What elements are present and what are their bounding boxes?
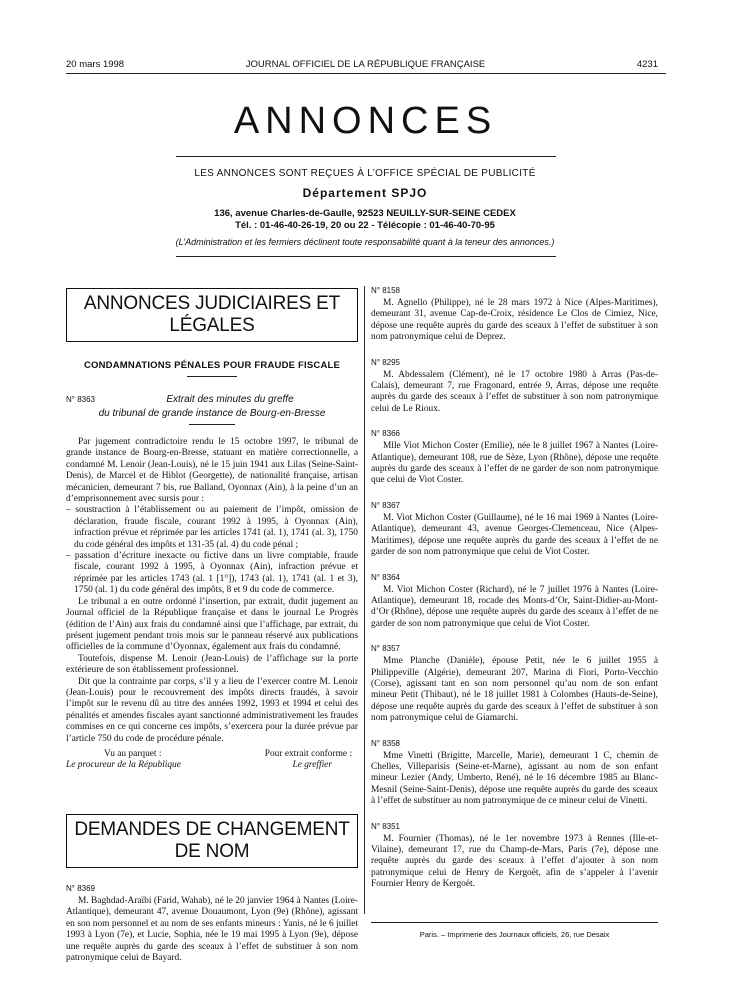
printer-imprint: Paris. – Imprimerie des Journaux officiels, 26, rue Desaix (419, 930, 610, 939)
phone-line: Tél. : 01-46-40-26-19, 20 ou 22 - Télécopie : 01-46-40-70-95 (235, 220, 495, 231)
footer-rule (371, 922, 658, 923)
announcement-number: N° 8295 (371, 357, 400, 367)
address-line: 136, avenue Charles-de-Gaulle, 92523 NEUILLY-SUR-SEINE CEDEX (214, 208, 516, 219)
extract-heading (66, 393, 358, 407)
announcement-text: Mlle Viot Michon Coster (Emilie), née le 8 juillet 1967 à Nantes (Loire-Atlantique), demeurant 108, rue de Sèze, Lyon (Rhône), dépose une requête auprès du garde des sceaux à l’effet de ne garder de son nom patronymique que celui de Viot Coster. (371, 441, 658, 486)
announcement-number: N° 8363 (66, 395, 95, 404)
extract-title-line1: Extrait des minutes du greffe (166, 394, 294, 405)
announcement-entry (371, 644, 658, 724)
masthead-rule-top (176, 156, 556, 157)
announcement-text: M. Viot Michon Coster (Richard), né le 7 juillet 1976 à Nantes (Loire-Atlantique), demeurant 18, rocade des Monts-d’Or, Saint-Didier-au-Mont-d’Or (Rhône), dépose une requête auprès du garde des sceaux à l’effet de ne garder de son nom patronymique que celui de Viot Coster. (371, 584, 658, 629)
judicial-column (66, 288, 358, 772)
announcement-text: Mme Planche (Danièle), épouse Petit, née le 6 juillet 1955 à Philippeville (Algérie), demeurant 207, Marina di Fiori, Porto-Vecchio (Corse), agissant tant en son nom personnel qu’au nom de son enfant mineur Petit (Thibaut), né le 18 juillet 1981 à Colombes (Hauts-de-Seine), dépose une requête auprès du garde des sceaux à l’effet de substituer à son nom patronymique celui de Giamarchi. (371, 656, 658, 724)
judgment-paragraph: Par jugement contradictoire rendu le 15 octobre 1997, le tribunal de grande instance de Bourg-en-Bresse, statuant en matière correctionnelle, a condamné M. Lenoir (Jean-Louis), né le 15 juin 1941 aux Lilas (Seine-Saint-Denis), de Marcel et de Hiblot (Georgette), de nationalité française, artisan mécanicien, demeurant 7 bis, rue Balland, Oyonnax (Ain), à la peine d’un an d’emprisonnement avec sursis pour : (66, 437, 358, 505)
announcement-entry (371, 739, 658, 808)
announcement-text: M. Viot Michon Coster (Guillaume), né le 16 mai 1969 à Nantes (Loire-Atlantique), demeurant 43, avenue Georges-Clemenceau, Nice (Alpes-Maritimes), dépose une requête auprès du garde des sceaux à l’effet de ne garder de son nom patronymique que celui de Viot Coster. (371, 512, 658, 558)
header-journal-title: JOURNAL OFFICIEL DE LA RÉPUBLIQUE FRANÇAISE (245, 59, 486, 70)
department-line: Département SPJO (302, 186, 428, 200)
masthead-rule-bottom (176, 256, 556, 257)
extract-title-line2: du tribunal de grande instance de Bourg-en-Bresse (98, 408, 326, 419)
signature-row (66, 749, 358, 760)
signature-left-role: Le procureur de la République (66, 760, 181, 771)
column-divider (364, 286, 365, 914)
announcement-entry (371, 286, 658, 344)
announcement-entry (371, 573, 658, 631)
header-page-number: 4231 (636, 59, 658, 70)
announcement-entry (371, 358, 658, 416)
signature-role-row (66, 760, 358, 771)
announcement-number: N° 8366 (371, 429, 400, 439)
name-change-list (371, 286, 658, 901)
announcement-number: N° 8358 (371, 738, 400, 748)
announcement-text: M. Baghdad-Araïbi (Farid, Wahab), né le 20 janvier 1964 à Nantes (Loire-Atlantique), demeurant 47, avenue Douaumont, Lyon (9e) (Rhône), agissant en son nom personnel et au nom de ses enfants mineurs : Yanis, né le 6 juillet 1993 à Lyon (7e), et Lucie, Sophia, née le 19 mai 1995 à Lyon (9e), dépose une requête auprès du garde des sceaux à l’effet de substituer à son nom patronymique celui de Bayard. (66, 896, 358, 964)
constraint-paragraph: Dit que la contrainte par corps, s’il y a lieu de l’exercer contre M. Lenoir (Jean-Louis) pour le recouvrement des impôts directs fraudés, à savoir l’impôt sur le revenu dû au titre des années 1992, 1993 et 1994 et celui des pénalités et amendes fiscales ayant sanctionné administrativement les fraudes commises en ce qui concerne ces impôts, s’exercera pour la durée prévue par l’article 750 du code de procédure pénale. (66, 676, 358, 744)
announcement-entry (371, 822, 658, 891)
signature-right-label: Pour extrait conforme : (264, 748, 352, 759)
announcement-number: N° 8158 (371, 286, 400, 295)
publication-paragraph: Le tribunal a en outre ordonné l’insertion, par extrait, dudit jugement au Journal officiel de la République française et dans le journal Le Progrès (édition de l’Ain) aux frais du condamné ainsi que l’affichage, par extrait, du présent jugement pendant trois mois sur le panneau réservé aux publications officielles de la commune d’Oyonnax, également aux frais du condamné. (66, 596, 358, 653)
announcement-text: Mme Vinetti (Brigitte, Marcelle, Marie), demeurant 1 C, chemin de Chelles, Villeparisis (Seine-et-Marne), agissant au nom de son enfant mineur Lezier (Andy, Umberto, René), né le 16 décembre 1985 au Blanc-Mesnil (Seine-Saint-Denis), dépose une requête auprès du garde des sceaux à l’effet de substituer au nom patronymique de ce mineur celui de Vinetti. (371, 750, 658, 807)
offence-item: – passation d’écriture inexacte ou fictive dans un livre comptable, fraude fiscale, courant 1992 à 1995, à Oyonnax (Ain), infraction prévue et réprimée par les articles 1743 (al. 1 [1°]), 1743 (al. 1), 1741 (al. 1 et 3), 1750 (al. 1) du code général des impôts, 8 et 9 du code de commerce. (66, 551, 358, 596)
announcement-text: M. Fournier (Thomas), né le 1er novembre 1973 à Rennes (Ille-et-Vilaine), demeurant 17, rue du Champ-de-Mars, Paris (7e), dépose une requête auprès du garde des sceaux à l’effet d’ajouter à son nom patronymique celui de Henry de Kergoët, afin de s’appeler à l’avenir Fournier Henry de Kergoët. (371, 833, 658, 890)
announcement-number: N° 8357 (371, 644, 400, 654)
announcement-number: N° 8367 (371, 500, 400, 510)
signature-right-role: Le greffier (292, 760, 332, 771)
announcement-number: N° 8351 (371, 821, 400, 831)
section-title-fraud: CONDAMNATIONS PÉNALES POUR FRAUDE FISCALE (83, 360, 341, 371)
announcement-entry (371, 429, 658, 487)
disclaimer-line: (L’Administration et les fermiers déclinent toute responsabilité quant à la teneur des annonces.) (175, 237, 555, 247)
name-change-column (66, 814, 358, 964)
judicial-section-box: ANNONCES JUDICIAIRES ET LÉGALES (66, 288, 358, 342)
header-rule (66, 73, 666, 74)
announcement-number: N° 8364 (371, 572, 400, 582)
announcement-number: N° 8369 (66, 884, 95, 893)
page-title: ANNONCES (233, 100, 498, 142)
header-date: 20 mars 1998 (66, 59, 125, 70)
dispensation-paragraph: Toutefois, dispense M. Lenoir (Jean-Louis) de l’affichage sur la porte extérieure de son établissement professionnel. (66, 653, 358, 676)
offence-item: – soustraction à l’établissement ou au paiement de l’impôt, omission de déclaration, fraude fiscale, courant 1992 à 1995, à Oyonnax (Ain), infraction prévue et réprimée par les articles 1741 (al. 1), 1741 (al. 3), 1750 du code général des impôts et 131-35 (al. 4) du code pénal ; (66, 505, 358, 550)
announcement-text: M. Abdessalem (Clément), né le 17 octobre 1980 à Arras (Pas-de-Calais), demeurant 7, rue Fragonard, entrée 9, Arras, dépose une requête auprès du garde des sceaux à l’effet de substituer à son nom patronymique celui de Le Rioux. (371, 369, 658, 414)
signature-left-label: Vu au parquet : (104, 748, 162, 759)
announcement-entry (371, 501, 658, 559)
announcement-text: M. Agnello (Philippe), né le 28 mars 1972 à Nice (Alpes-Maritimes), demeurant 31, avenue Cap-de-Croix, résidence Le Clos de Cimiez, Nice, dépose une requête auprès du garde des sceaux à l’effet de substituer à son nom patronymique celui de Deprez. (371, 298, 658, 343)
office-line: LES ANNONCES SONT REÇUES À L’OFFICE SPÉCIAL DE PUBLICITÉ (194, 168, 536, 179)
name-change-section-box: DEMANDES DE CHANGEMENT DE NOM (66, 814, 358, 868)
